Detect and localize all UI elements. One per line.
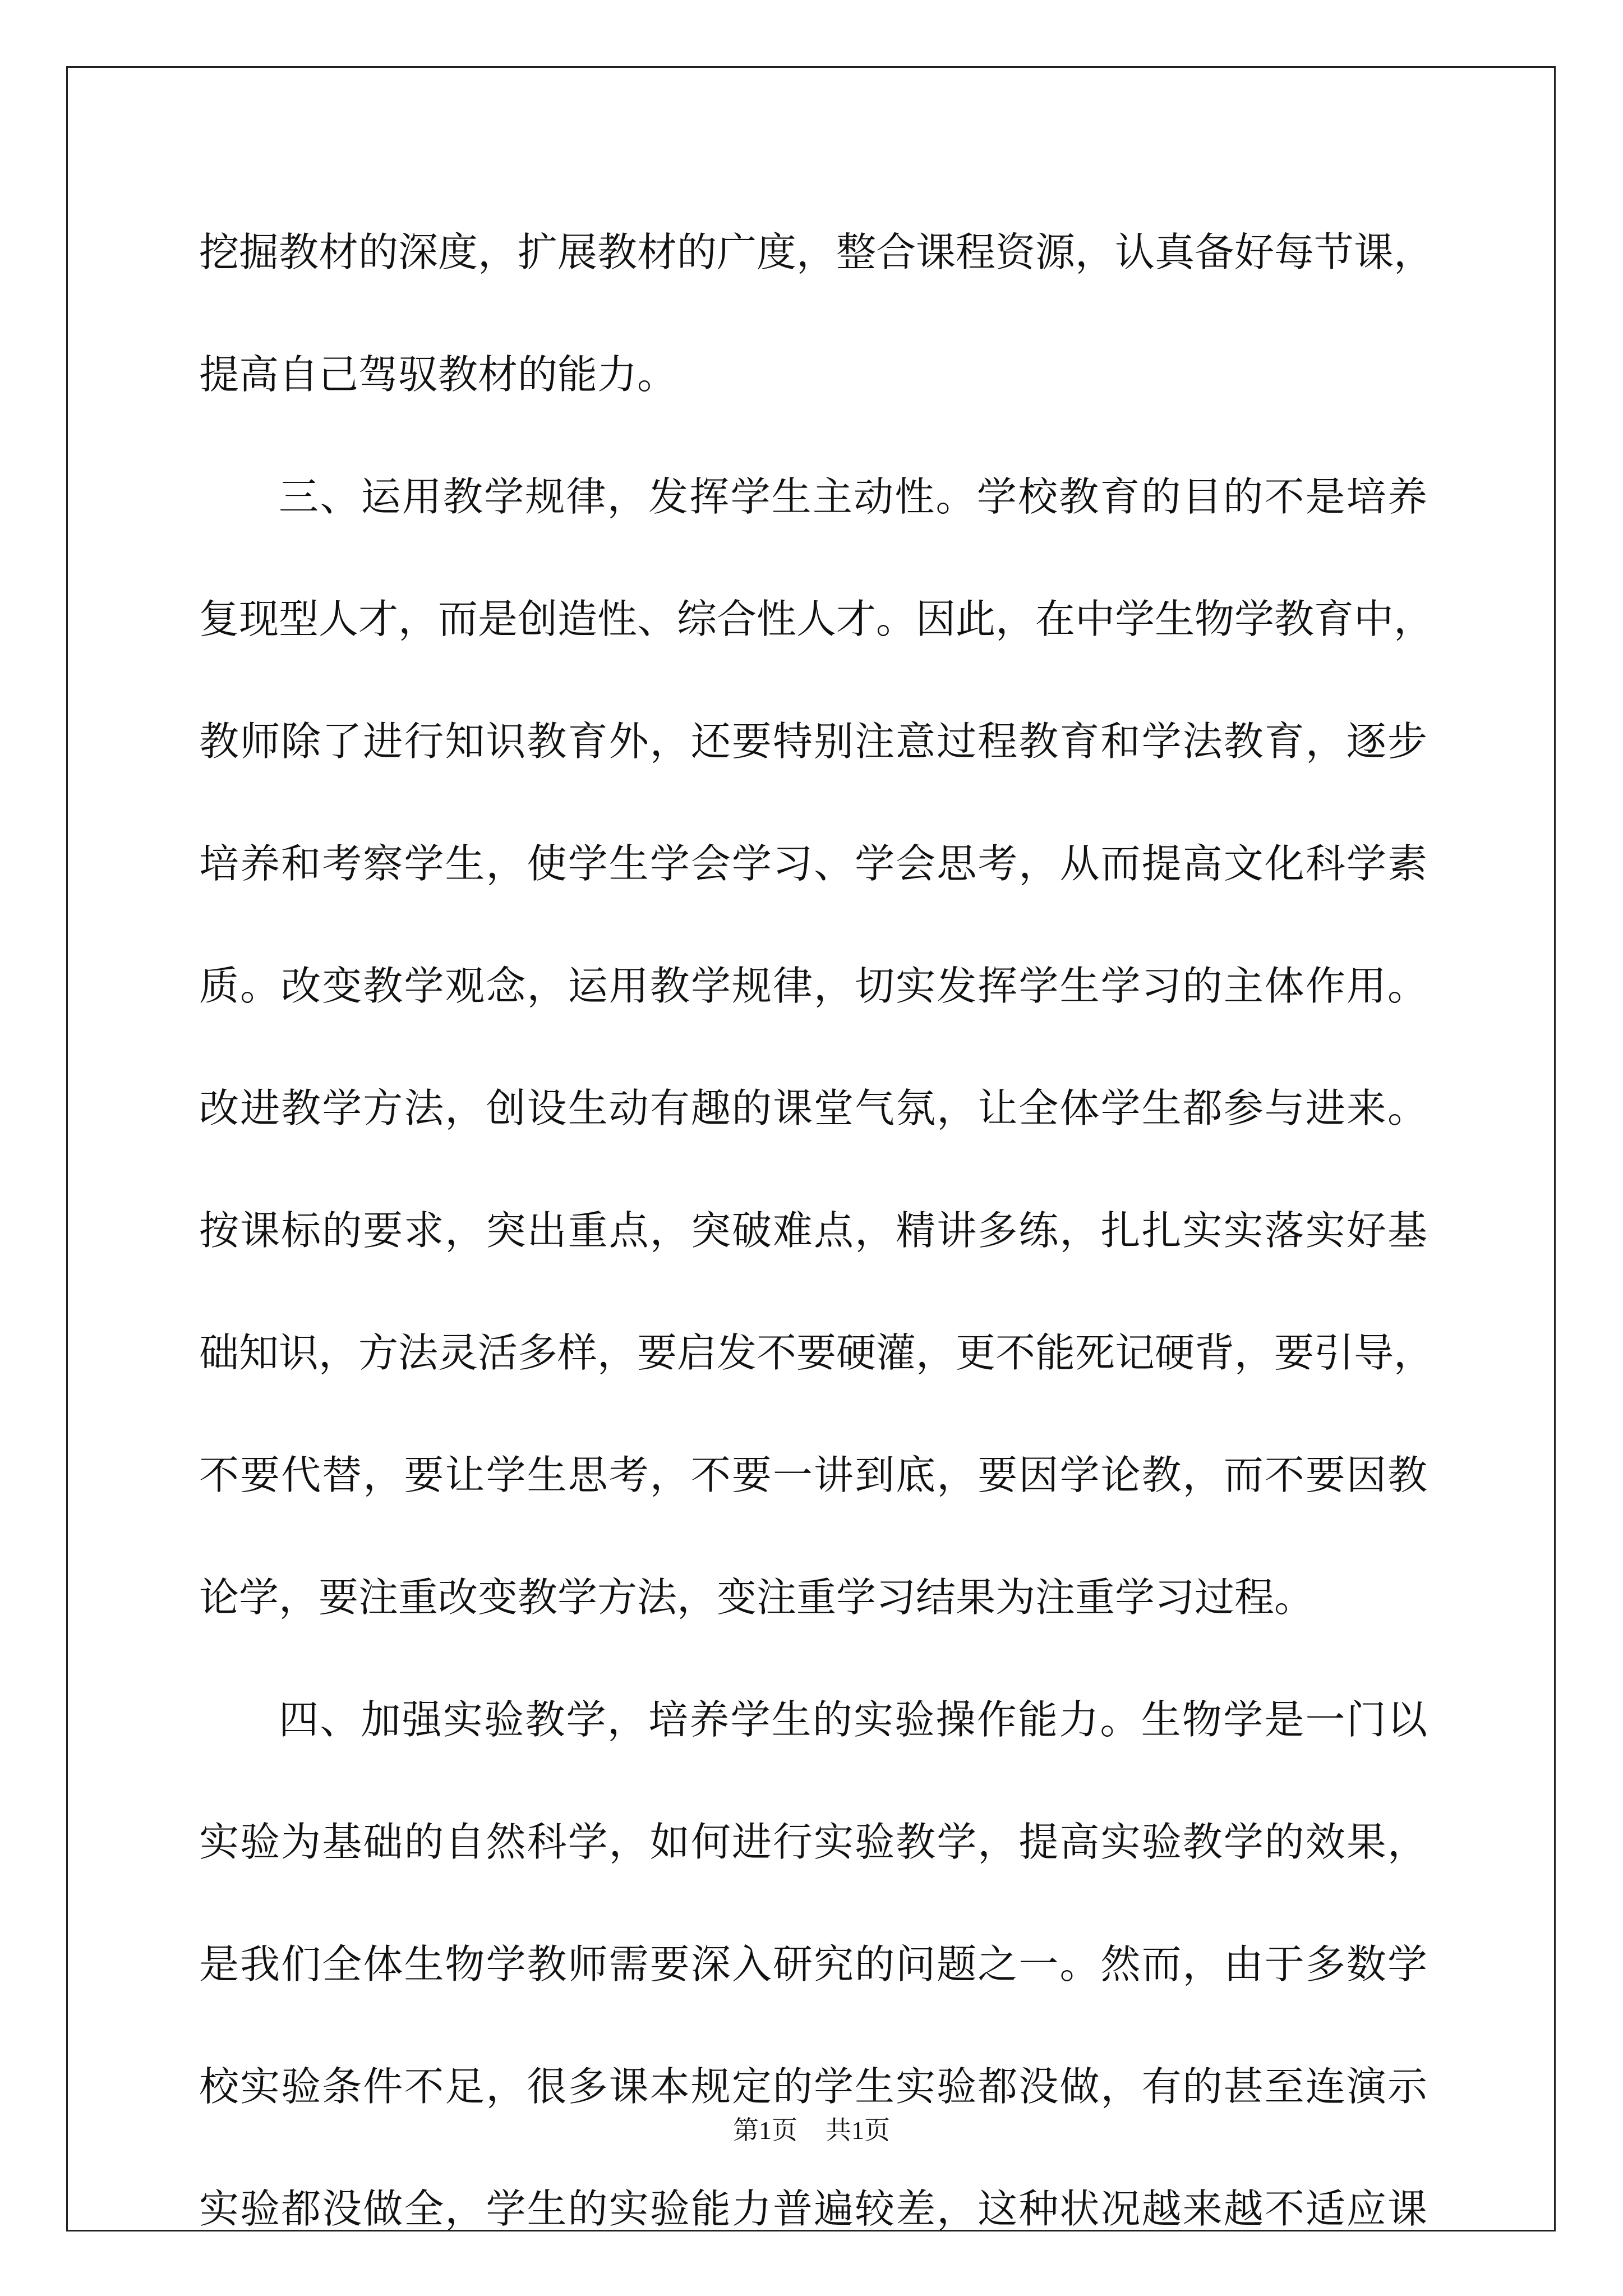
page-total: 共1页 (826, 2116, 890, 2145)
text-line: 实验为基础的自然科学，如何进行实验教学，提高实验教学的效果， (199, 1819, 1427, 1865)
text-line: 按课标的要求，突出重点，突破难点，精讲多练，扎扎实实落实好基 (199, 1207, 1427, 1254)
text-line: 质。改变教学观念，运用教学规律，切实发挥学生学习的主体作用。 (199, 963, 1427, 1009)
page-footer (0, 2114, 1623, 2147)
paragraph-start-line: 三、运用教学规律，发挥学生主动性。学校教育的目的不是培养 (279, 473, 1427, 520)
text-line: 改进教学方法，创设生动有趣的课堂气氛，让全体学生都参与进来。 (199, 1085, 1427, 1131)
paragraph-start-line: 四、加强实验教学，培养学生的实验操作能力。生物学是一门以 (279, 1696, 1427, 1743)
text-line: 教师除了进行知识教育外，还要特别注意过程教育和学法教育，逐步 (199, 718, 1427, 765)
text-line: 础知识，方法灵活多样，要启发不要硬灌，更不能死记硬背，要引导， (199, 1329, 1434, 1376)
text-line: 论学，要注重改变教学方法，变注重学习结果为注重学习过程。 (199, 1574, 1315, 1621)
text-line: 培养和考察学生，使学生学会学习、学会思考，从而提高文化科学素 (199, 840, 1427, 887)
text-line: 不要代替，要让学生思考，不要一讲到底，要因学论教，而不要因教 (199, 1452, 1427, 1498)
text-line: 复现型人才，而是创造性、综合性人才。因此，在中学生物学教育中， (199, 596, 1434, 642)
page-number: 第1页 (733, 2116, 797, 2145)
text-line: 实验都没做全，学生的实验能力普遍较差，这种状况越来越不适应课 (199, 2185, 1427, 2232)
text-line: 校实验条件不足，很多课本规定的学生实验都没做，有的甚至连演示 (199, 2063, 1427, 2110)
text-line: 挖掘教材的深度，扩展教材的广度，整合课程资源，认真备好每节课， (199, 229, 1434, 275)
text-line: 提高自己驾驭教材的能力。 (199, 351, 677, 398)
text-line: 是我们全体生物学教师需要深入研究的问题之一。然而，由于多数学 (199, 1941, 1427, 1987)
